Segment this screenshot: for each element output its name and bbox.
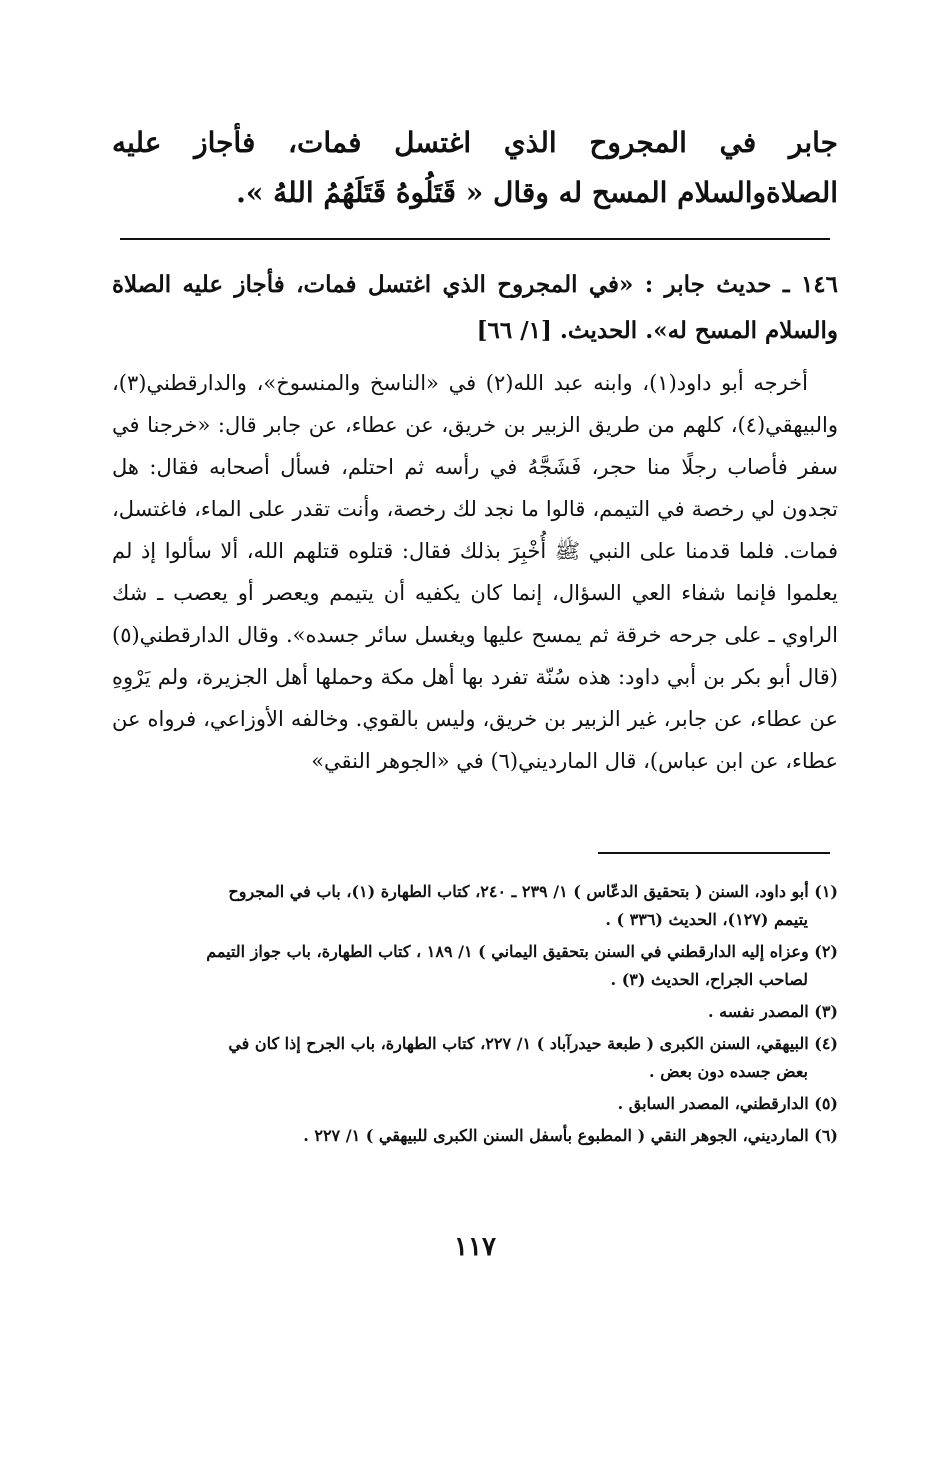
page-header-summary: جابر في المجروح الذي اغتسل فمات، فأجاز عليه الصلاةوالسلام المسح له وقال « قَتَلُوهُ قَتَلَهُمُ اللهُ ». <box>112 126 838 209</box>
footnote-line: (٥) الدارقطني، المصدر السابق . <box>617 1094 838 1113</box>
footnote-3 <box>112 998 838 1026</box>
header-divider <box>120 238 830 240</box>
footnote-line: (٦) المارديني، الجوهر النقي ( المطبوع بأسفل السنن الكبرى للبيهقي ) ١/ ٢٢٧ . <box>303 1126 838 1145</box>
main-body <box>112 362 838 782</box>
footnote-divider <box>598 852 830 854</box>
page-number: ١١٧ <box>454 1232 496 1262</box>
footnote-4 <box>112 1030 838 1086</box>
footnote-continuation: لصاحب الجراح، الحديث (٣) . <box>610 970 808 989</box>
footnote-continuation: يتيمم (١٢٧)، الحديث (٣٣٦ ) . <box>605 910 808 929</box>
body-paragraph <box>112 362 838 782</box>
footnotes-section <box>112 878 838 1154</box>
body-paragraph-text: أخرجه أبو داود(١)، وابنه عبد الله(٢) في «الناسخ والمنسوخ»، والدارقطني(٣)، والبيهقي(٤)، كلهم من طريق الزبير بن خريق، عن عطاء، عن جابر قال: «خرجنا في سفر فأصاب رجلًا منا حجر، فَشَجَّهُ في رأسه ثم احتلم، فسأل أصحابه فقال: هل تجدون لي رخصة في التيمم، قالوا ما نجد لك رخصة، وأنت تقدر على الماء، فاغتسل، فمات. فلما قدمنا على النبي ﷺ أُخْبِرَ بذلك فقال: قتلوه قتلهم الله، ألا سألوا إذ لم يعلموا فإنما شفاء العي السؤال، إنما كان يكفيه أن يتيمم ويعصر أو يعصب ـ شك الراوي ـ على جرحه خرقة ثم يمسح عليها ويغسل سائر جسده». وقال الدارقطني(٥) (قال أبو بكر بن أبي داود: هذه سُنّة تفرد بها أهل مكة وحملها أهل الجزيرة، ولم يَرْوِهِ عن عطاء، عن جابر، غير الزبير بن خريق، وليس بالقوي. وخالفه الأوزاعي، فرواه عن عطاء، عن ابن عباس)، قال المارديني(٦) في «الجوهر النقي» <box>112 371 838 773</box>
footnote-continuation: بعض جسده دون بعض . <box>649 1062 808 1081</box>
footnote-5 <box>112 1090 838 1118</box>
footnote-line: (٣) المصدر نفسه . <box>708 1002 838 1021</box>
footnote-line: (٤) البيهقي، السنن الكبرى ( طبعة حيدرآباد ) ١/ ٢٢٧، كتاب الطهارة، باب الجرح إذا كان في <box>228 1034 838 1053</box>
footnote-1 <box>112 878 838 934</box>
footnote-6 <box>112 1122 838 1150</box>
footnote-line: (٢) وعزاه إليه الدارقطني في السنن بتحقيق اليماني ) ١/ ١٨٩ ، كتاب الطهارة، باب جواز التيمم <box>206 942 838 961</box>
footnote-2 <box>112 938 838 994</box>
hadith-heading: ١٤٦ ـ حديث جابر : «في المجروح الذي اغتسل فمات، فأجاز عليه الصلاة والسلام المسح له». الحديث. [١/ ٦٦] <box>112 271 838 344</box>
footnote-line: (١) أبو داود، السنن ( بتحقيق الدعّاس ) ١/ ٢٣٩ ـ ٢٤٠، كتاب الطهارة (١)، باب في المجروح <box>228 882 838 901</box>
